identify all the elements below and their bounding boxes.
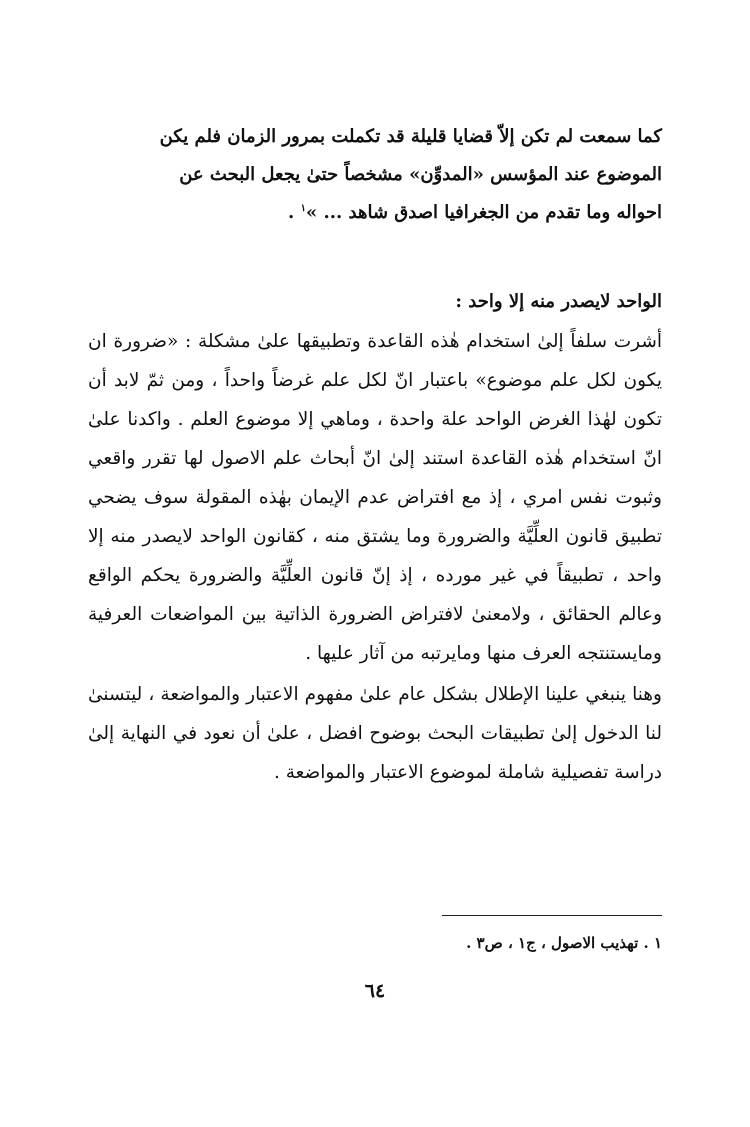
footnote-reference: ١ — [300, 203, 306, 214]
footnote-divider — [442, 915, 662, 916]
quote-line-text: احواله وما تقدم من الجغرافيا اصدق شاهد ... » — [305, 202, 662, 223]
footnote: ١ . تهذيب الاصول ، ج١ ، ص٣ . — [466, 934, 662, 952]
quote-line — [88, 194, 662, 232]
quote-end-mark: . — [288, 202, 295, 223]
section-body — [88, 322, 662, 792]
quote-line: كما سمعت لم تكن إلاّ قضايا قليلة قد تكملت بمرور الزمان فلم يكن — [159, 126, 662, 147]
page-number: ٦٤ — [364, 980, 386, 1002]
quote-line: الموضوع عند المؤسس «المدوِّن» مشخصاً حتىٰ يجعل البحث عن — [179, 164, 662, 185]
section-heading: الواحد لايصدر منه إلا واحد : — [455, 291, 662, 312]
paragraph: وهنا ينبغي علينا الإطلال بشكل عام علىٰ مفهوم الاعتبار والمواضعة ، ليتسنىٰ لنا الدخول إلىٰ تطبيقات البحث بوضوح افضل ، علىٰ أن نعود في النهاية إلىٰ دراسة تفصيلية شاملة لموضوع الاعتبار والمواضعة . — [88, 684, 662, 783]
quoted-passage — [88, 118, 662, 232]
paragraph: أشرت سلفاً إلىٰ استخدام هٰذه القاعدة وتطبيقها علىٰ مشكلة : «ضرورة ان يكون لكل علم موضوع» باعتبار انّ لكل علم غرضاً واحداً ، ومن ثمّ لابد أن تكون لهٰذا الغرض الواحد علة واحدة ، وماهي إلا موضوع العلم . واكدنا علىٰ انّ استخدام هٰذه القاعدة استند إلىٰ انّ أبحاث علم الاصول لها تقرر واقعي وثبوت نفس امري ، إذ مع افتراض عدم الإيمان بهٰذه المقولة سوف يضحي تطبيق قانون العلِّيَّة والضرورة وما يشتق منه ، كقانون الواحد لايصدر منه إلا واحد ، تطبيقاً في غير مورده ، إذ إنّ قانون العلِّيَّة والضرورة يحكم الواقع وعالم الحقائق ، ولامعنىٰ لافتراض الضرورة الذاتية بين المواضعات العرفية ومايستنتجه العرف منها ومايرتبه من آثار عليها . — [88, 331, 662, 664]
